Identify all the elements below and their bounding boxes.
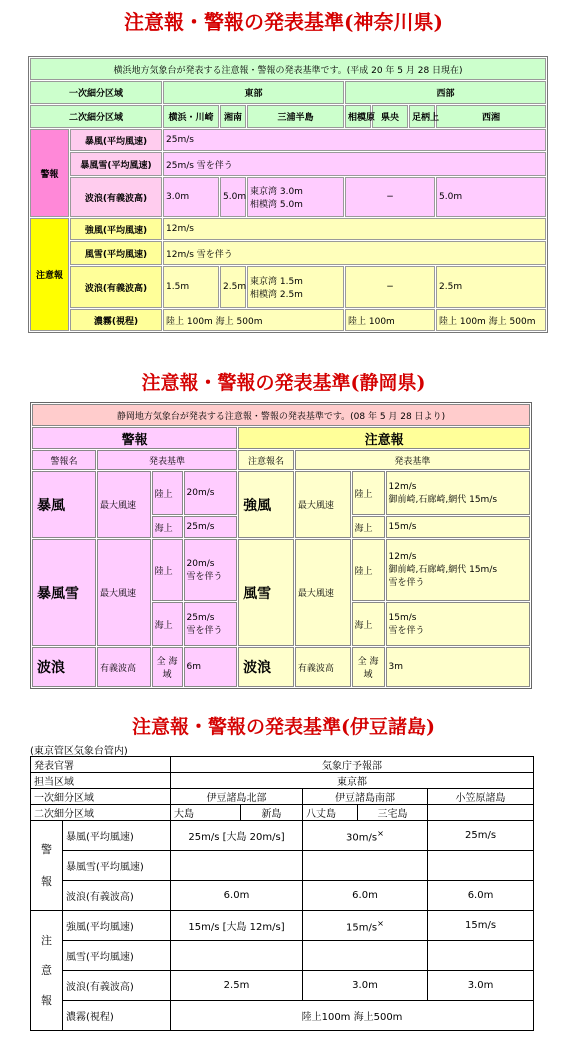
izu-ichiji-nanbu: 伊豆諸島南部 <box>303 789 428 805</box>
shizuoka-fusetsu-riku-a: 12m/s <box>388 552 417 562</box>
shizuoka-fusetsu-riku-label: 陸上 <box>352 539 385 601</box>
izu-haro-c-north: 2.5m <box>171 971 303 1001</box>
shizuoka-boufusetsu-kai <box>184 602 238 646</box>
izu-kyofu-asterisk: × <box>377 917 385 928</box>
izu-haro-c-south: 3.0m <box>303 971 428 1001</box>
izu-ichiji-hokubu: 伊豆諸島北部 <box>171 789 303 805</box>
shizuoka-keiho-mei: 警報名 <box>32 450 96 470</box>
kanagawa-noumu-label: 濃霧(視程) <box>70 309 162 331</box>
kanagawa-chuiho-label: 注意報 <box>30 218 69 331</box>
shizuoka-fusetsu-max: 最大風速 <box>295 539 351 646</box>
kanagawa-haro-k-v3 <box>247 177 344 217</box>
shizuoka-fusetsu: 風雪 <box>238 539 294 646</box>
shizuoka-kyofu-kai-label: 海上 <box>352 516 385 538</box>
izu-title: 注意報・警報の発表基準(伊豆諸島) <box>132 716 435 738</box>
shizuoka-boufusetsu-riku-label: 陸上 <box>152 539 183 601</box>
kanagawa-haro-c-v5: 2.5m <box>436 266 546 308</box>
kanagawa-fusetsu-value: 12m/s 雪を伴う <box>163 241 546 265</box>
kanagawa-haro-c-v2: 2.5m <box>220 266 246 308</box>
kanagawa-haro-k-v4: − <box>345 177 435 217</box>
izu-happyo-label: 発表官署 <box>31 757 171 773</box>
izu-haro-c-label: 波浪(有義波高) <box>63 971 171 1001</box>
shizuoka-kyofu-riku-a: 12m/s <box>388 481 417 492</box>
shizuoka-boufu-max: 最大風速 <box>97 471 151 538</box>
shizuoka-boufusetsu-kai-label: 海上 <box>152 602 183 646</box>
izu-kyofu-ogasawara: 15m/s <box>428 911 534 941</box>
shizuoka-boufu: 暴風 <box>32 471 96 538</box>
kanagawa-ichiji-tobu: 東部 <box>163 81 344 104</box>
kanagawa-ichiji-label: 一次細分区域 <box>30 81 162 104</box>
kanagawa-noumu-v3: 陸上 100m 海上 500m <box>436 309 546 331</box>
izu-chuiho-char-1: 注 <box>41 933 52 947</box>
kanagawa-haro-k-v3a: 東京湾 3.0m <box>250 187 303 197</box>
izu-niji-niijima: 新島 <box>241 805 303 821</box>
shizuoka-chuiho-mei: 注意報名 <box>238 450 294 470</box>
izu-haro-k-ogasawara: 6.0m <box>428 881 534 911</box>
shizuoka-haro-k: 波浪 <box>32 647 96 687</box>
izu-haro-k-south: 6.0m <box>303 881 428 911</box>
izu-keiho-char-1: 警 <box>41 842 52 856</box>
kanagawa-haro-c-v3 <box>247 266 344 308</box>
izu-fusetsu-south <box>303 941 428 971</box>
shizuoka-kyofu-riku-b: 御前崎,石廊崎,網代 15m/s <box>388 494 498 505</box>
shizuoka-boufusetsu-riku-a: 20m/s <box>186 558 215 569</box>
shizuoka-boufusetsu-riku-b: 雪を伴う <box>186 571 223 582</box>
kanagawa-haro-c-v3a: 東京湾 1.5m <box>250 277 303 287</box>
kanagawa-niji-sagamihara: 相模原 <box>345 105 371 128</box>
izu-kyofu-south <box>303 911 428 941</box>
izu-subheader: (東京管区気象台管内) <box>30 746 128 757</box>
shizuoka-chuiho-head: 注意報 <box>238 427 530 449</box>
kanagawa-haro-k-v2: 5.0m <box>220 177 246 217</box>
izu-niji-label: 二次細分区域 <box>31 805 171 821</box>
kanagawa-niji-shonan: 湘南 <box>220 105 246 128</box>
izu-chuiho-char-3: 報 <box>41 993 52 1007</box>
kanagawa-title: 注意報・警報の発表基準(神奈川県) <box>124 10 443 34</box>
kanagawa-boufu-value: 25m/s <box>163 129 546 151</box>
kanagawa-haro-k-v3b: 相模湾 5.0m <box>250 200 303 210</box>
kanagawa-niji-seisho: 西湘 <box>436 105 546 128</box>
izu-boufu-south <box>303 821 428 851</box>
shizuoka-boufu-riku-label: 陸上 <box>152 471 183 515</box>
izu-boufu-asterisk: × <box>377 827 385 838</box>
shizuoka-boufusetsu-kai-a: 25m/s <box>186 612 215 623</box>
shizuoka-title: 注意報・警報の発表基準(静岡県) <box>141 372 426 394</box>
shizuoka-fusetsu-riku <box>386 539 530 601</box>
izu-boufusetsu-north <box>171 851 303 881</box>
izu-niji-miyake: 三宅島 <box>358 805 428 821</box>
shizuoka-boufu-kai-label: 海上 <box>152 516 183 538</box>
kanagawa-kyofu-label: 強風(平均風速) <box>70 218 162 240</box>
kanagawa-fusetsu-label: 風雪(平均風速) <box>70 241 162 265</box>
kanagawa-noumu-v1: 陸上 100m 海上 500m <box>163 309 344 331</box>
shizuoka-boufusetsu-max: 最大風速 <box>97 539 151 646</box>
shizuoka-kyofu-riku-label: 陸上 <box>352 471 385 515</box>
shizuoka-boufusetsu: 暴風雪 <box>32 539 96 646</box>
shizuoka-fusetsu-riku-b: 御前崎,石廊崎,網代 15m/s <box>388 565 498 575</box>
shizuoka-fusetsu-kai-label: 海上 <box>352 602 385 646</box>
shizuoka-chuiho-kijun: 発表基準 <box>295 450 530 470</box>
shizuoka-boufusetsu-kai-b: 雪を伴う <box>186 625 223 636</box>
izu-haro-c-ogasawara: 3.0m <box>428 971 534 1001</box>
izu-boufu-label: 暴風(平均風速) <box>63 821 171 851</box>
izu-fusetsu-ogasawara <box>428 941 534 971</box>
izu-niji-hachijo: 八丈島 <box>303 805 358 821</box>
shizuoka-fusetsu-riku-c: 雪を伴う <box>388 578 425 588</box>
izu-haro-k-north: 6.0m <box>171 881 303 911</box>
kanagawa-ichiji-seibu: 西部 <box>345 81 546 104</box>
shizuoka-fusetsu-kai-b: 雪を伴う <box>388 625 425 636</box>
shizuoka-kyofu-riku <box>386 471 530 515</box>
izu-haro-k-label: 波浪(有義波高) <box>63 881 171 911</box>
kanagawa-header: 横浜地方気象台が発表する注意報・警報の発表基準です。(平成 20 年 5 月 28 日現在) <box>30 58 546 80</box>
izu-chuiho-char-2: 意 <box>41 963 52 977</box>
izu-boufu-ogasawara: 25m/s <box>428 821 534 851</box>
kanagawa-boufusetsu-value: 25m/s 雪を伴う <box>163 152 546 176</box>
izu-keiho-char-2: 報 <box>41 874 52 888</box>
shizuoka-kyofu: 強風 <box>238 471 294 538</box>
izu-fusetsu-label: 風雪(平均風速) <box>63 941 171 971</box>
shizuoka-fusetsu-kai-a: 15m/s <box>388 612 417 623</box>
kanagawa-haro-c-v4: − <box>345 266 435 308</box>
shizuoka-haro-k-zenkai: 全 海 域 <box>152 647 183 687</box>
izu-kyofu-south-value: 15m/s <box>345 922 378 934</box>
shizuoka-fusetsu-kai <box>386 602 530 646</box>
shizuoka-keiho-kijun: 発表基準 <box>97 450 237 470</box>
shizuoka-kyofu-max: 最大風速 <box>295 471 351 538</box>
shizuoka-haro-k-value: 6m <box>184 647 238 687</box>
kanagawa-haro-c-label: 波浪(有義波高) <box>70 266 162 308</box>
izu-noumu: 陸上100m 海上500m <box>171 1001 534 1031</box>
izu-tanto-label: 担当区域 <box>31 773 171 789</box>
kanagawa-haro-k-v1: 3.0m <box>163 177 219 217</box>
kanagawa-kyofu-value: 12m/s <box>163 218 546 240</box>
izu-niji-blank <box>428 805 534 821</box>
shizuoka-haro-c-value: 3m <box>386 647 530 687</box>
izu-kyofu-north: 15m/s [大島 12m/s] <box>171 911 303 941</box>
izu-boufusetsu-south <box>303 851 428 881</box>
izu-boufu-north: 25m/s [大島 20m/s] <box>171 821 303 851</box>
kanagawa-niji-miura: 三浦半島 <box>247 105 344 128</box>
izu-ichiji-ogasawara: 小笠原諸島 <box>428 789 534 805</box>
shizuoka-boufusetsu-riku <box>184 539 238 601</box>
shizuoka-kyofu-kai: 15m/s <box>386 516 530 538</box>
kanagawa-haro-k-label: 波浪(有義波高) <box>70 177 162 217</box>
kanagawa-haro-k-v5: 5.0m <box>436 177 546 217</box>
kanagawa-noumu-v2: 陸上 100m <box>345 309 435 331</box>
izu-boufu-south-value: 30m/s <box>345 832 378 844</box>
izu-kyofu-label: 強風(平均風速) <box>63 911 171 941</box>
izu-boufusetsu-ogasawara <box>428 851 534 881</box>
shizuoka-table <box>30 402 532 689</box>
izu-noumu-label: 濃霧(視程) <box>63 1001 171 1031</box>
izu-happyo: 気象庁予報部 <box>171 757 534 773</box>
shizuoka-haro-k-yugi: 有義波高 <box>97 647 151 687</box>
shizuoka-boufu-riku: 20m/s <box>184 471 238 515</box>
izu-tanto: 東京都 <box>171 773 534 789</box>
kanagawa-boufu-label: 暴風(平均風速) <box>70 129 162 151</box>
izu-chuiho <box>31 911 63 1031</box>
kanagawa-keiho-label: 警報 <box>30 129 69 217</box>
izu-keiho <box>31 821 63 911</box>
kanagawa-haro-c-v3b: 相模湾 2.5m <box>250 290 303 300</box>
shizuoka-header: 静岡地方気象台が発表する注意報・警報の発表基準です。(08 年 5 月 28 日より) <box>32 404 530 426</box>
shizuoka-boufu-kai: 25m/s <box>184 516 238 538</box>
kanagawa-niji-label: 二次細分区域 <box>30 105 162 128</box>
kanagawa-boufusetsu-label: 暴風雪(平均風速) <box>70 152 162 176</box>
kanagawa-niji-ashigarakami: 足柄上 <box>409 105 435 128</box>
izu-fusetsu-north <box>171 941 303 971</box>
shizuoka-keiho-head: 警報 <box>32 427 237 449</box>
shizuoka-haro-c-yugi: 有義波高 <box>295 647 351 687</box>
izu-ichiji-label: 一次細分区域 <box>31 789 171 805</box>
kanagawa-table <box>28 56 548 333</box>
kanagawa-haro-c-v1: 1.5m <box>163 266 219 308</box>
kanagawa-niji-kenou: 県央 <box>372 105 408 128</box>
izu-boufusetsu-label: 暴風雪(平均風速) <box>63 851 171 881</box>
izu-table <box>30 756 534 1031</box>
izu-niji-oshima: 大島 <box>171 805 241 821</box>
shizuoka-haro-c: 波浪 <box>238 647 294 687</box>
kanagawa-niji-yokohama: 横浜・川崎 <box>163 105 219 128</box>
shizuoka-haro-c-zenkai: 全 海 域 <box>352 647 385 687</box>
